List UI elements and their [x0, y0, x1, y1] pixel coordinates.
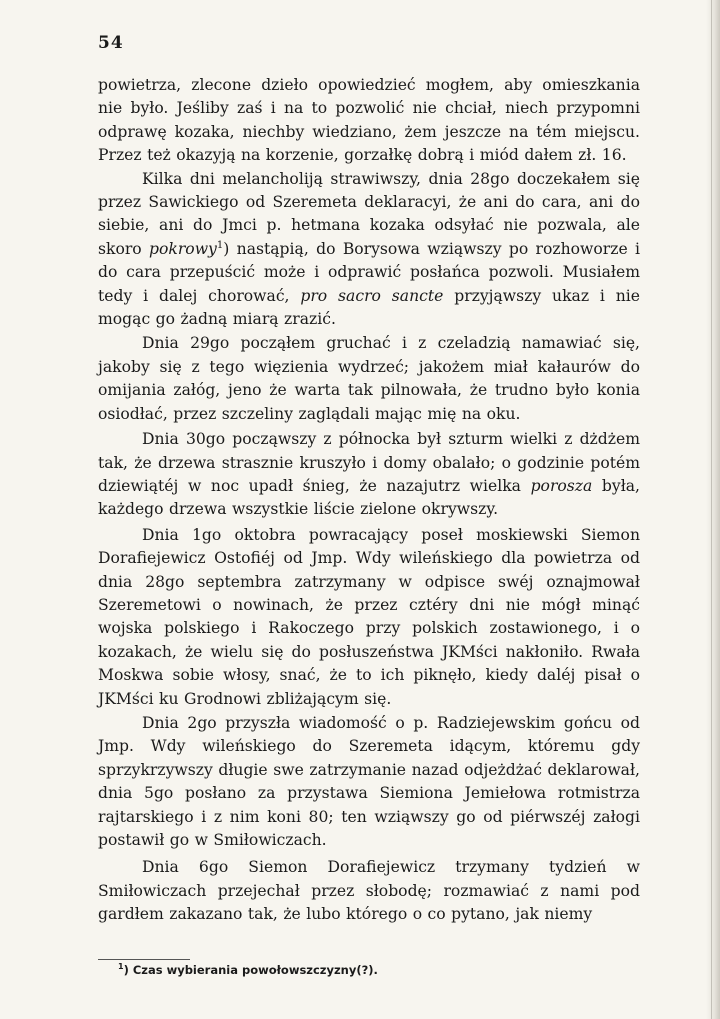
- text-run: przyjąwszy ukaz i nie mogąc go żadną miarą zrazić.: [98, 286, 640, 329]
- page-edge-line: [711, 0, 712, 1019]
- paragraph: [98, 856, 640, 926]
- text-run: Dnia 2go przyszła wiadomość o p. Radziejewskim gońcu od Jmp. Wdy wileńskiego do Szeremeta idącym, któremu gdy sprzykrzywszy długie swe zatrzymanie nazad odjeżdżać deklarował, dnia 5go posłano za przystawa Siemiona Jemiełowa rotmistrza rajtarskiego i z nim koni 80; ten wziąwszy go od piérwszéj załogi postawił go w Smiłowiczach.: [98, 713, 640, 849]
- text-run: Dnia 29go począłem gruchać i z czeladzią namawiać się, jakoby się z tego więzienia wydrzeć; jakożem miał kałaurów do omijania załóg, jeno że warta tak pilnowała, że trudno było konia osiodłać, przez szczeliny zaglądali mając mię na oku.: [98, 334, 640, 423]
- italic-phrase: pokrowy: [149, 239, 217, 258]
- footnote-marker: 1: [118, 962, 124, 972]
- footnote: [118, 962, 378, 978]
- page-number: 54: [98, 33, 124, 53]
- text-run: Dnia 1go oktobra powracający poseł moskiewski Siemon Dorafiejewicz Ostofiéj od Jmp. Wdy wileńskiego dla powietrza od dnia 28go septembra zatrzymany w odpisce swéj oznajmował Szeremetowi o nowinach, że przez cztéry dni nie mógł minąć wojska polskiego i Rakoczego przy polskich zostawionego, i o kozakach, że wielu się do posłuszeństwa JKMści nakłoniło. Rwała Moskwa sobie włosy, snać, że to ich piknęło, kiedy daléj pisał o JKMści ku Grodnowi zbliżającym się.: [98, 525, 640, 708]
- text-run: ) nastąpią, do Borysowa wziąwszy po rozhoworze i do cara przepuścić może i odprawić posłańca pozwoli. Musiałem tedy i dalej chorować,: [98, 239, 641, 305]
- text-run: Kilka dni melancholiją strawiwszy, dnia 28go doczekałem się przez Sawickiego od Szeremeta deklaracyi, że ani do cara, ani do siebie, ani do Jmci p. hetmana kozaka odsyłać nie pozwala, ale skoro: [98, 169, 640, 258]
- footnote-text: ) Czas wybierania powołowszczyzny(?).: [123, 963, 378, 977]
- paragraph: [98, 74, 640, 168]
- footnote-reference: 1: [216, 239, 224, 251]
- text-run: Dnia 30go począwszy z północka był szturm wielki z dżdżem tak, że drzewa strasznie kruszyło i domy obalało; o godzinie potém dziewiątéj w noc upadł śnieg, że nazajutrz wielka: [98, 430, 640, 495]
- paragraph: [98, 712, 640, 852]
- page-edge-shadow: [706, 0, 720, 1019]
- italic-phrase: pro sacro sancte: [300, 286, 444, 305]
- italic-phrase: porosza: [530, 476, 593, 495]
- text-run: Dnia 6go Siemon Dorafiejewicz trzymany tydzień w Smiłowiczach przejechał przez słobodę; rozmawiać z nami pod gardłem zakazano tak, że lubo którego o co pytano, jak niemy: [98, 858, 640, 924]
- text-run: była, każdego drzewa wszystkie liście zielone okrywszy.: [98, 476, 641, 519]
- text-run: powietrza, zlecone dzieło opowiedzieć mogłem, aby omieszkania nie było. Jeśliby zaś i na to pozwolić nie chciał, niech przypomni odprawę kozaka, niechby wiedziano, żem jeszcze na tém miejscu. Przez też okazyją na korzenie, gorzałkę dobrą i miód dałem zł. 16.: [98, 76, 640, 165]
- footnote-divider: [98, 959, 190, 960]
- paragraph: [98, 168, 640, 332]
- paragraph: [98, 524, 640, 711]
- body-text: [98, 74, 640, 927]
- paragraph: [98, 332, 640, 426]
- paragraph: [98, 428, 640, 522]
